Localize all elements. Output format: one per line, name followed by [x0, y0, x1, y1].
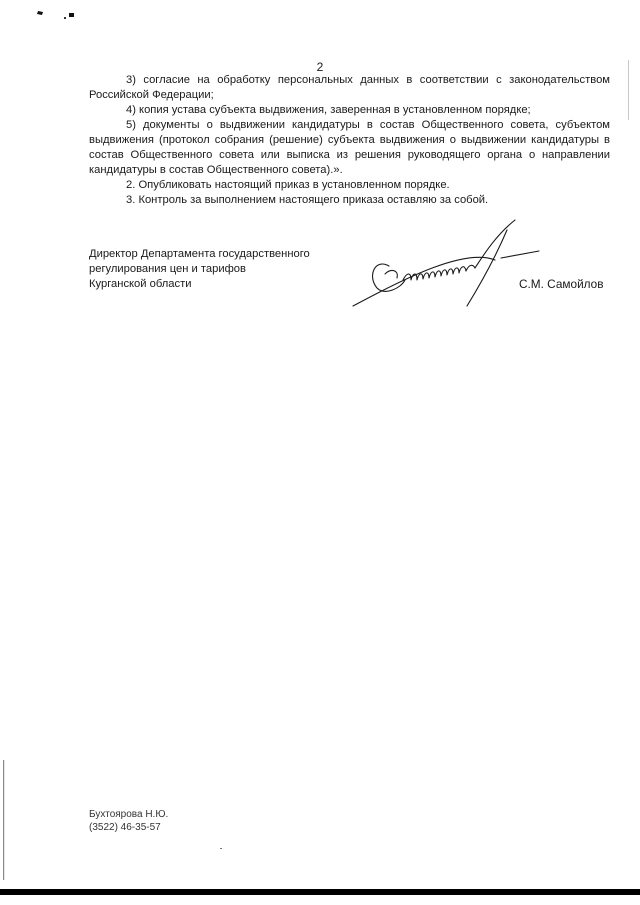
- page-number: 2: [316, 60, 324, 74]
- handwritten-signature: [345, 218, 540, 313]
- signatory-position: [89, 247, 310, 292]
- position-line-2: регулирования цен и тарифов: [89, 263, 246, 275]
- executor-info: [89, 808, 168, 834]
- executor-phone: (3522) 46-35-57: [89, 822, 161, 833]
- position-line-1: Директор Департамента государственного: [89, 248, 310, 260]
- position-line-3: Курганской области: [89, 278, 192, 290]
- paragraph-charter-copy: 4) копия устава субъекта выдвижения, заверенная в установленном порядке;: [126, 104, 531, 116]
- executor-name: Бухтоярова Н.Ю.: [89, 809, 169, 820]
- document-body: [89, 73, 610, 208]
- signer-name: С.М. Самойлов: [519, 277, 604, 291]
- paragraph-consent: 3) согласие на обработку персональных данных в соответствии с законодательством Российской Федерации;: [89, 74, 610, 101]
- paragraph-nomination-documents: 5) документы о выдвижении кандидатуры в состав Общественного совета, субъектом выдвижения (протокол собрания (решение) субъекта выдвижения о выдвижении кандидатуры в состав Общественного совета или выписка из решения руководящего органа о направлении кандидатуры в состав Общественного совета).».: [89, 119, 610, 176]
- paragraph-publish-order: 2. Опубликовать настоящий приказ в установленном порядке.: [126, 179, 450, 191]
- paragraph-control: 3. Контроль за выполнением настоящего приказа оставляю за собой.: [126, 194, 489, 206]
